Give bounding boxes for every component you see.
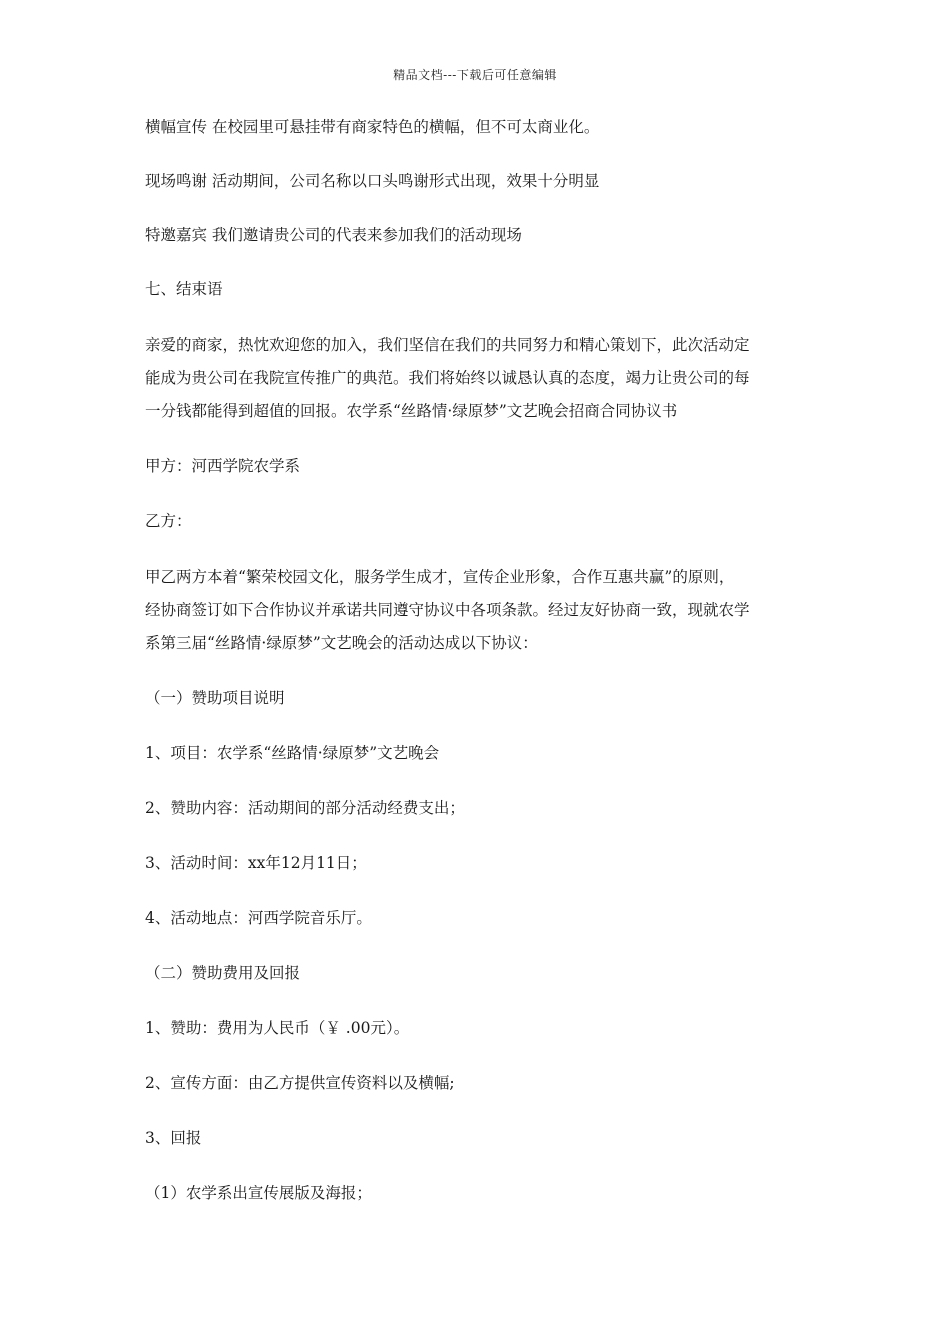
page-header: 精品文档---下载后可任意编辑 — [393, 68, 557, 82]
item-project: 1、项目：农学系“丝路情·绿原梦”文艺晚会 — [145, 744, 440, 762]
agreement-paragraph — [145, 561, 810, 660]
party-a: 甲方：河西学院农学系 — [145, 457, 301, 475]
section-heading-closing: 七、结束语 — [145, 280, 223, 298]
thanks-line: 现场鸣谢 活动期间，公司名称以口头鸣谢形式出现，效果十分明显 — [145, 172, 600, 190]
agreement-line-2: 经协商签订如下合作协议并承诺共同遵守协议中各项条款。经过友好协商一致，现就农学 — [145, 601, 750, 619]
item-return-1: （1）农学系出宣传展版及海报； — [145, 1184, 372, 1202]
closing-paragraph — [145, 329, 810, 428]
guest-line: 特邀嘉宾 我们邀请贵公司的代表来参加我们的活动现场 — [145, 226, 522, 244]
item-location: 4、活动地点：河西学院音乐厅。 — [145, 909, 372, 927]
item-return: 3、回报 — [145, 1129, 202, 1147]
closing-line-3: 一分钱都能得到超值的回报。农学系“丝路情·绿原梦”文艺晚会招商合同协议书 — [145, 402, 678, 420]
section-sponsor-project: （一）赞助项目说明 — [145, 689, 285, 707]
section-sponsor-fees: （二）赞助费用及回报 — [145, 964, 301, 982]
item-time: 3、活动时间：xx年12月11日； — [145, 854, 367, 872]
agreement-line-1: 甲乙两方本着“繁荣校园文化，服务学生成才，宣传企业形象，合作互惠共赢”的原则， — [145, 568, 735, 586]
closing-line-2: 能成为贵公司在我院宣传推广的典范。我们将始终以诚恳认真的态度，竭力让贵公司的每 — [145, 369, 750, 387]
item-fee: 1、赞助：费用为人民币（￥ .00元）。 — [145, 1019, 410, 1037]
item-content: 2、赞助内容：活动期间的部分活动经费支出； — [145, 799, 465, 817]
document-body — [145, 112, 810, 1209]
banner-line: 横幅宣传 在校园里可悬挂带有商家特色的横幅，但不可太商业化。 — [145, 118, 600, 136]
item-publicity: 2、宣传方面：由乙方提供宣传资料以及横幅; — [145, 1074, 455, 1092]
party-b: 乙方： — [145, 512, 192, 530]
closing-line-1: 亲爱的商家，热忱欢迎您的加入，我们坚信在我们的共同努力和精心策划下，此次活动定 — [145, 336, 750, 354]
agreement-line-3: 系第三届“丝路情·绿原梦”文艺晚会的活动达成以下协议： — [145, 634, 538, 652]
